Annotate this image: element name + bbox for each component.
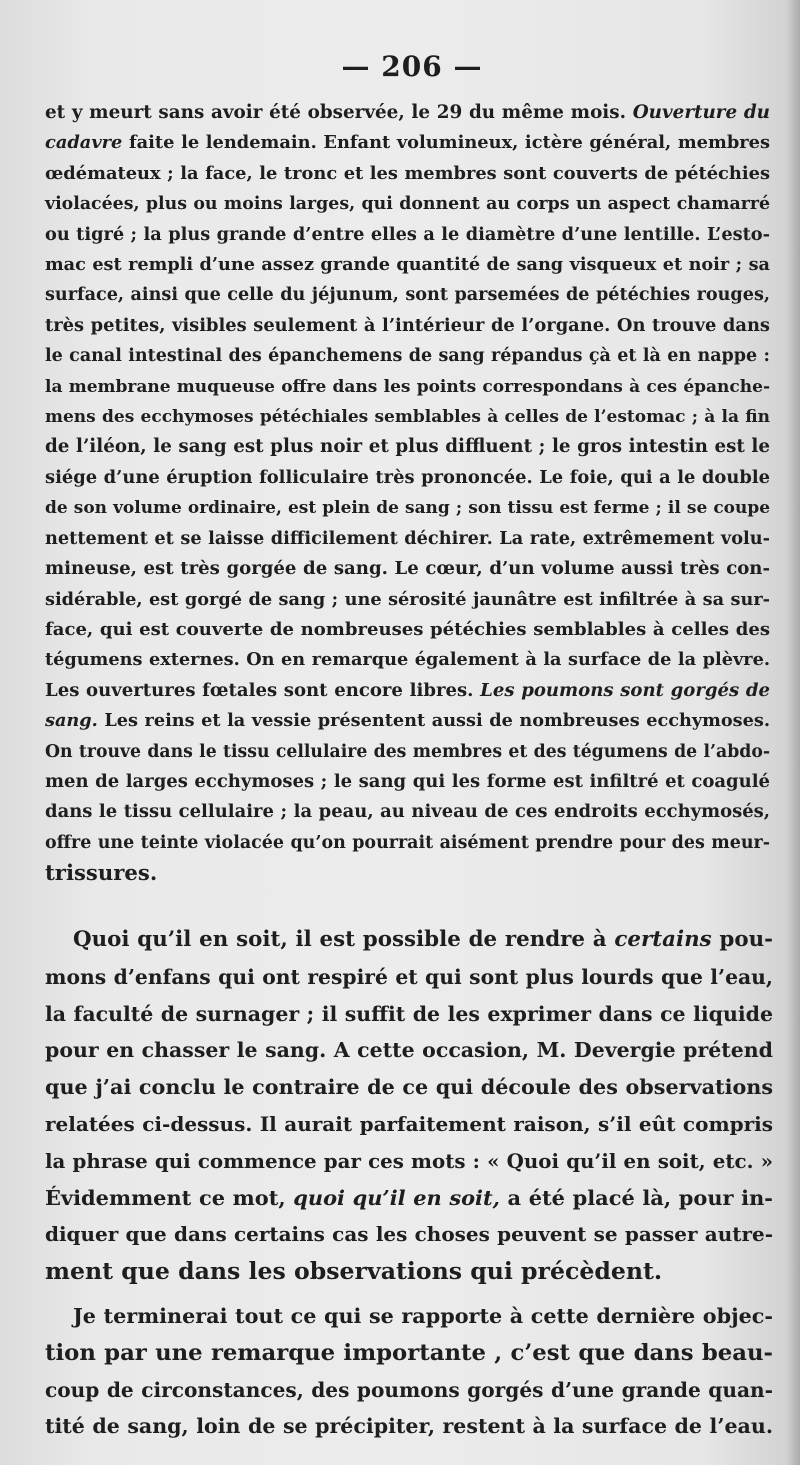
text-line: œdémateux ; la face, le tronc et les membres sont couverts de pétéchies xyxy=(45,162,770,184)
text-line xyxy=(45,922,773,959)
text-line: mens des ecchymoses pétéchiales semblables à celles de l’estomac ; à la fin xyxy=(45,407,770,428)
text-line: pour en chasser le sang. A cette occasion, M. Devergie prétend xyxy=(45,1038,773,1063)
text-line: le canal intestinal des épanchemens de sang répandus çà et là en nappe : xyxy=(45,346,770,367)
text-line: violacées, plus ou moins larges, qui donnent au corps un aspect chamarré xyxy=(45,194,770,215)
text-line: relatées ci-dessus. Il aurait parfaitement raison, s’il eût compris xyxy=(45,1111,773,1136)
text-line: tité de sang, loin de se précipiter, restent à la surface de l’eau. xyxy=(45,1414,773,1439)
text-run: a été placé là, pour in- xyxy=(499,1184,773,1210)
text-line xyxy=(45,706,770,736)
text-line: sidérable, est gorgé de sang ; une sérosité jaunâtre est infiltrée à sa sur- xyxy=(45,588,770,610)
paragraph-je-terminerai xyxy=(45,1298,773,1445)
text-line: offre une teinte violacée qu’on pourrait aisément prendre pour des meur- xyxy=(45,832,770,853)
text-line: mineuse, est très gorgée de sang. Le cœur, d’un volume aussi très con- xyxy=(45,558,770,580)
text-line: diquer que dans certains cas les choses peuvent se passer autre- xyxy=(45,1222,773,1247)
text-run: pou- xyxy=(711,927,774,952)
text-line: nettement et se laisse difficilement déchirer. La rate, extrêmement volu- xyxy=(45,527,770,549)
text-line: ment que dans les observations qui précèdent. xyxy=(45,1257,663,1286)
text-line: surface, ainsi que celle du jéjunum, sont parsemées de pétéchies rouges, xyxy=(45,284,770,306)
text-line: trissures. xyxy=(45,860,158,886)
paragraph-quoi-quil-en-soit xyxy=(45,922,773,1290)
italic-run: Ouverture du xyxy=(632,102,770,123)
text-line xyxy=(45,128,770,158)
text-run: Évidemment ce mot, xyxy=(45,1184,294,1210)
italic-run: certains xyxy=(614,927,712,952)
text-line: de l’iléon, le sang est plus noir et plus diffluent ; le gros intestin est le xyxy=(45,436,770,458)
italic-run: sang. xyxy=(45,710,98,732)
text-line: tion par une remarque importante , c’est que dans beau- xyxy=(45,1339,773,1366)
text-line: tégumens externes. On en remarque également à la surface de la plèvre. xyxy=(45,649,770,671)
text-line: men de larges ecchymoses ; le sang qui les forme est infiltré et coagulé xyxy=(45,770,770,792)
text-line: mac est rempli d’une assez grande quantité de sang visqueux et noir ; sa xyxy=(45,254,770,276)
italic-run: quoi qu’il en soit, xyxy=(293,1184,500,1210)
text-line xyxy=(45,1180,773,1217)
text-line: mons d’enfans qui ont respiré et qui sont plus lourds que l’eau, xyxy=(45,964,773,989)
text-line: coup de circonstances, des poumons gorgés d’une grande quan- xyxy=(45,1377,773,1402)
text-line: ou tigré ; la plus grande d’entre elles a le diamètre d’une lentille. L’esto- xyxy=(45,223,770,245)
text-run: Quoi qu’il en soit, il est possible de rendre à xyxy=(73,927,615,952)
text-line: siége d’une éruption folliculaire très prononcée. Le foie, qui a le double xyxy=(45,466,770,488)
text-run: Les ouvertures fœtales sont encore libres. xyxy=(45,679,481,701)
text-line: très petites, visibles seulement à l’intérieur de l’organe. On trouve dans xyxy=(45,314,770,336)
text-run: faite le lendemain. Enfant volumineux, ictère général, membres xyxy=(122,132,770,154)
text-line: de son volume ordinaire, est plein de sang ; son tissu est ferme ; il se coupe xyxy=(45,498,770,519)
text-run: et y meurt sans avoir été observée, le 29 du même mois. xyxy=(45,102,633,123)
italic-run: cadavre xyxy=(45,132,123,154)
text-line: la membrane muqueuse offre dans les points correspondans à ces épanche- xyxy=(45,376,770,397)
text-line: dans le tissu cellulaire ; la peau, au niveau de ces endroits ecchymosés, xyxy=(45,801,770,823)
main-text xyxy=(45,922,773,1445)
text-line: que j’ai conclu le contraire de ce qui découle des observations xyxy=(45,1075,773,1100)
text-line: la faculté de surnager ; il suffit de les exprimer dans ce liquide xyxy=(45,1001,773,1026)
page-number: — 206 — xyxy=(341,50,483,83)
text-line: Je terminerai tout ce qui se rapporte à cette dernière objec- xyxy=(73,1303,773,1328)
text-line xyxy=(45,676,770,706)
text-run: Les reins et la vessie présentent aussi de nombreuses ecchymoses. xyxy=(97,710,770,732)
italic-run: Les poumons sont gorgés de xyxy=(480,679,770,701)
autopsy-paragraph xyxy=(45,98,770,889)
page-edge-shadow xyxy=(786,0,800,1465)
text-line: la phrase qui commence par ces mots : « Quoi qu’il en soit, etc. » xyxy=(45,1148,773,1173)
text-line: face, qui est couverte de nombreuses pétéchies semblables à celles des xyxy=(45,618,770,640)
text-line: On trouve dans le tissu cellulaire des membres et des tégumens de l’abdo- xyxy=(45,741,770,762)
text-line xyxy=(45,98,770,128)
